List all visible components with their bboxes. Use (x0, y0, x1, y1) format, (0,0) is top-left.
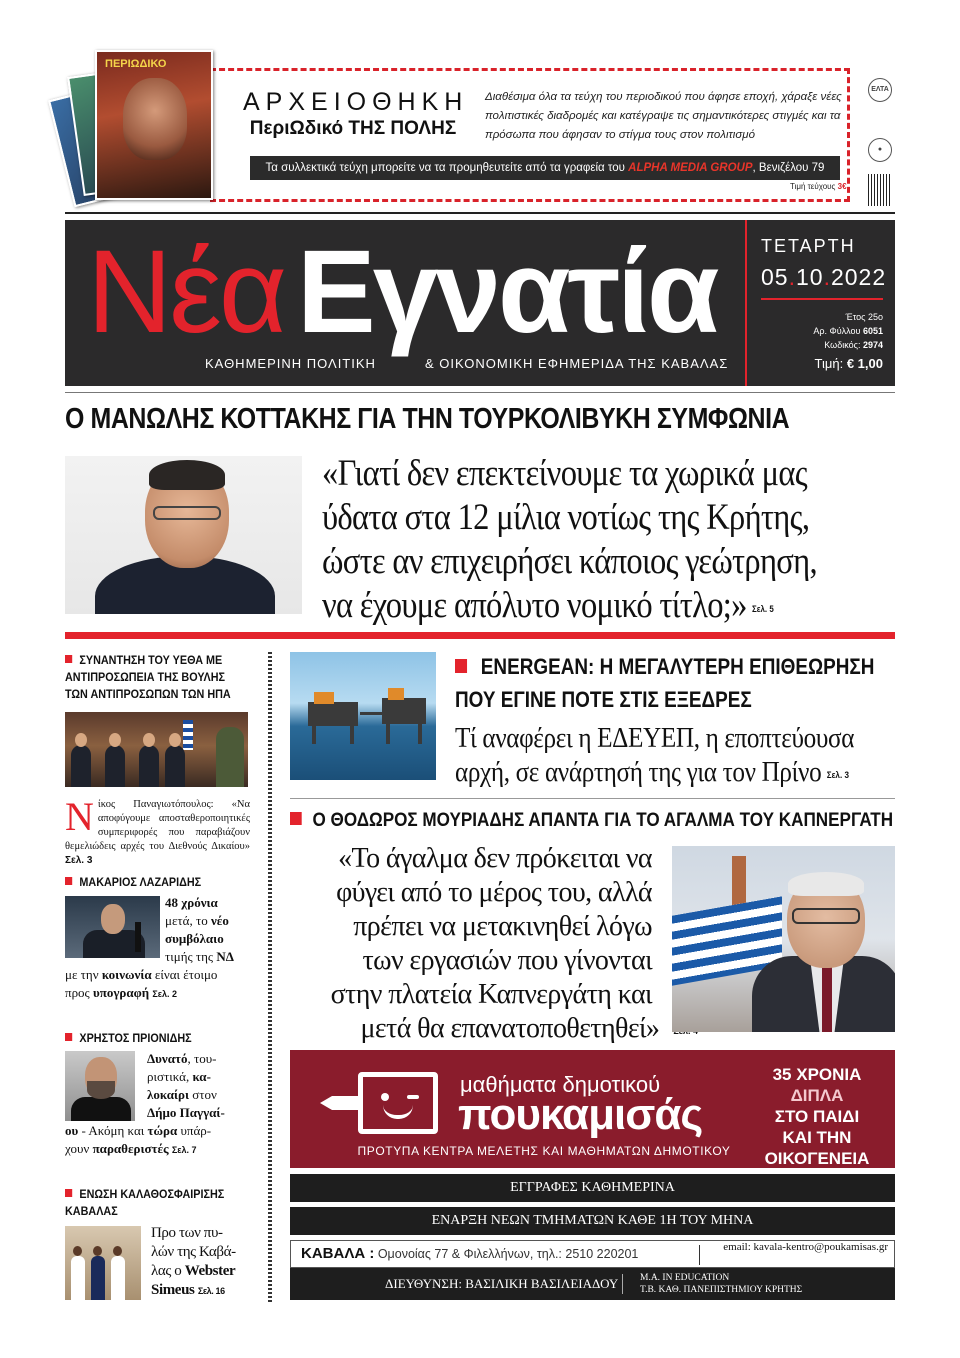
meeting-photo[interactable] (65, 712, 248, 787)
s4-text: λών της Καβά- (151, 1244, 236, 1260)
issue-number (813, 326, 883, 336)
issue-price-label: Τιμή: (814, 356, 844, 371)
smiley-wink (407, 1095, 419, 1099)
sidebar-story4-text[interactable] (151, 1224, 261, 1301)
mouriadis-quote-last: μετά θα επανατοποθετηθεί» (360, 1013, 660, 1044)
credential-line: Τ.Β. ΚΑΘ. ΠΑΝΕΠΙΣΤΗΜΙΟΥ ΚΡΗΤΗΣ (640, 1285, 803, 1295)
s4-text: Simeus (151, 1282, 195, 1298)
player-head (113, 1246, 122, 1256)
logo-nea[interactable]: Νέα (87, 226, 285, 358)
mouriadis-quote-line (290, 1012, 698, 1046)
player-head (73, 1246, 82, 1256)
ad-title: ΑΡΧΕΙΟΘΗΚΗ (243, 88, 469, 116)
lead-portrait-photo[interactable] (65, 456, 302, 614)
contact-email[interactable]: email: kavala-kentro@poukamisas.gr (723, 1241, 888, 1253)
s3-text: , του- (187, 1051, 217, 1066)
date-month: 10 (795, 264, 824, 290)
platform-deck (308, 702, 358, 726)
s2-text: τιμής της (165, 949, 214, 964)
issue-info-panel (745, 220, 895, 386)
meeting-person-head (75, 733, 87, 747)
sidebar-story3-kicker[interactable] (65, 1030, 245, 1047)
meeting-person (105, 745, 125, 787)
issue-price (815, 356, 883, 371)
red-square-icon (65, 877, 72, 885)
sidebar-story4-kicker-text: ΕΝΩΣΗ ΚΑΛΑΘΟΣΦΑΙΡΙΣΗΣ ΚΑΒΑΛΑΣ (65, 1187, 225, 1218)
player (71, 1256, 85, 1300)
lead-quote-last: να έχουμε απόλυτο νομικό τίτλο;» (322, 585, 747, 626)
contact-bar (290, 1240, 895, 1268)
mouriadis-quote-line: φύγει από το μέρος του, αλλά (336, 877, 652, 908)
date-year: 2022 (830, 264, 887, 290)
sidebar-story3-text-top[interactable] (147, 1050, 262, 1122)
logo-egnatia[interactable]: Εγνατία (297, 226, 717, 358)
sidebar-story3-kicker-text: ΧΡΗΣΤΟΣ ΠΡΙΟΝΙΔΗΣ (79, 1031, 192, 1045)
platform-leg (418, 724, 422, 744)
s3-text: ου (65, 1123, 79, 1138)
s3-text: στον (192, 1087, 217, 1102)
slogan-line: ΔΙΠΛΑ (790, 1086, 844, 1105)
issue-code-label: Κωδικός: (824, 340, 861, 350)
us-flag (183, 720, 193, 750)
sidebar-story1-kicker[interactable] (65, 652, 245, 703)
enrollment-bar[interactable]: ΕΓΓΡΑΦΕΣ ΚΑΘΗΜΕΡΙΝΑ (290, 1174, 895, 1202)
seal-icon: ● (868, 138, 892, 162)
player-head (93, 1246, 102, 1256)
s2-text: υπογραφή (92, 985, 150, 1000)
lead-quote-line: «Γιατί δεν επεκτείνουμε τα χωρικά μας (322, 453, 807, 494)
s2-text: είναι έτοιμο (154, 967, 218, 982)
sidebar-story2-page-ref: Σελ. 2 (152, 989, 178, 999)
magazine-cover-portrait (123, 78, 187, 160)
date-separator-2: . (823, 264, 831, 290)
column-separator (268, 652, 272, 1302)
date-separator-1: . (788, 264, 796, 290)
meeting-person-head (109, 733, 121, 747)
masthead (65, 220, 895, 386)
player (91, 1256, 105, 1300)
date-day: 05 (761, 264, 789, 290)
sidebar-story1-body: ίκος Παναγιωτόπουλος: «Να αποφύγουμε αποσταθεροποιητικές συμπεριφορές που παραβιάζουν θεμελιώδεις αρχές του Διεθνούς Δικαίου» (65, 799, 250, 852)
prionidis-beard (87, 1081, 115, 1099)
archive-advertisement[interactable] (95, 50, 895, 210)
mouriadis-quote[interactable] (290, 842, 660, 1046)
energean-headline-line2: ΠΟΥ ΕΓΙΝΕ ΠΟΤΕ ΣΤΙΣ ΕΞΕΔΡΕΣ (455, 687, 752, 712)
energean-subhead[interactable] (455, 722, 860, 790)
poukamisas-description: ΠΡΟΤΥΠΑ ΚΕΝΤΡΑ ΜΕΛΕΤΗΣ ΚΑΙ ΜΑΘΗΜΑΤΩΝ ΔΗΜΟΤΙΚΟΥ (357, 1144, 731, 1158)
issue-price-value: € 1,00 (846, 356, 883, 371)
mouriadis-quote-line: πρέπει να μετακινηθεί λόγω (353, 911, 652, 942)
issue-code (824, 340, 883, 350)
director-bar (290, 1268, 895, 1300)
energean-headline[interactable] (455, 650, 875, 716)
director-name: ΔΙΕΥΘΥΝΣΗ: ΒΑΣΙΛΙΚΗ ΒΑΣΙΛΕΙΑΔΟΥ (385, 1276, 619, 1291)
platform-leg (350, 726, 354, 744)
s3-text: υπάρ- (180, 1123, 212, 1138)
poukamisas-tagline: μαθήματα δημοτικού (460, 1072, 661, 1097)
slogan-text: ΣΤΟ ΠΑΙΔΙ (774, 1107, 860, 1126)
poukamisas-logo-icon (320, 1072, 440, 1144)
prionidis-photo[interactable] (65, 1051, 135, 1121)
lead-red-rule (65, 632, 895, 639)
sidebar-story3-text-bottom[interactable] (65, 1122, 260, 1159)
smiley-eye (381, 1093, 389, 1101)
red-square-icon (290, 812, 302, 825)
military-officer (216, 727, 244, 787)
credential-line: M.A. IN EDUCATION (640, 1273, 730, 1283)
platform-leg (312, 726, 316, 744)
meeting-person-head (169, 733, 181, 747)
masthead-tagline-2: & ΟΙΚΟΝΟΜΙΚΗ ΕΦΗΜΕΡΙΔΑ ΤΗΣ ΚΑΒΑΛΑΣ (425, 356, 729, 371)
prionidis-body (71, 1097, 131, 1121)
lazaridis-photo[interactable] (65, 896, 160, 958)
ad-subtitle: ΠεριΩδικό ΤΗΣ ΠΟΛΗΣ (249, 118, 457, 139)
mouriadis-quote-line: στην πλατεία Καπνεργάτη και (330, 979, 652, 1010)
magazine-covers (95, 50, 245, 200)
portrait-tie (822, 964, 832, 1032)
magazine-cover-title: ΠΕΡΙΩΔΙΚΟ (105, 58, 167, 70)
issue-code-value: 2974 (862, 340, 883, 350)
masthead-tagline-1: ΚΑΘΗΜΕΡΙΝΗ ΠΟΛΙΤΙΚΗ (205, 356, 376, 371)
s3-text: χουν (65, 1141, 90, 1156)
s3-text: τώρα (147, 1123, 178, 1138)
sidebar-story1-kicker-text: ΣΥΝΑΝΤΗΣΗ ΤΟΥ ΥΕΘΑ ΜΕ ΑΝΤΙΠΡΟΣΩΠΕΙΑ ΤΗΣ ΒΟΥΛΗΣ ΤΩΝ ΑΝΤΙΠΡΟΣΩΠΩΝ ΤΩΝ ΗΠΑ (65, 653, 231, 701)
offshore-platform-photo[interactable] (290, 652, 436, 780)
platform-module (388, 688, 404, 700)
section-divider (290, 798, 895, 799)
ad-side-marks (865, 78, 895, 208)
lead-page-ref[interactable]: Σελ. 5 (752, 603, 774, 614)
s3-text: ριστικά, (147, 1069, 190, 1084)
lead-quote-line: ώστε αν επιχειρήσει κάποιος γεώτρηση, (322, 541, 817, 582)
issue-weekday: ΤΕΤΑΡΤΗ (761, 236, 856, 256)
platform-bridge (360, 712, 382, 715)
issue-year: Έτος 25ο (845, 312, 883, 322)
poukamisas-advertisement[interactable] (290, 1050, 895, 1168)
s4-text: λας ο (151, 1263, 182, 1279)
sidebar-story2-text-top[interactable] (165, 894, 260, 966)
mouriadis-headline[interactable] (290, 810, 894, 832)
sidebar-story2-text-bottom[interactable] (65, 966, 255, 1003)
slogan-line: 35 ΧΡΟΝΙΑ (772, 1065, 862, 1084)
slogan-line: ΟΙΚΟΓΕΝΕΙΑ (764, 1149, 870, 1168)
poukamisas-slogan (752, 1064, 882, 1168)
meeting-person (165, 745, 185, 787)
sidebar-story2-kicker-text: ΜΑΚΑΡΙΟΣ ΛΑΖΑΡΙΔΗΣ (79, 875, 202, 889)
basketball-photo[interactable] (65, 1226, 141, 1300)
issue-number-label: Αρ. Φύλλου (813, 326, 861, 336)
issue-date (761, 264, 886, 291)
mouriadis-headline-text: Ο ΘΟΔΩΡΟΣ ΜΟΥΡΙΑΔΗΣ ΑΠΑΝΤΑ ΓΙΑ ΤΟ ΑΓΑΛΜΑ ΤΟΥ ΚΑΠΝΕΡΓΑΤΗ (312, 810, 894, 831)
s2-text: μετά, το (165, 913, 208, 928)
s2-text: με την (65, 967, 99, 982)
energean-headline-line1: ENERGEAN: Η ΜΕΓΑΛΥΤΕΡΗ ΕΠΙΘΕΩΡΗΣΗ (480, 654, 875, 679)
s2-text: νέο (210, 913, 229, 928)
s2-text: προς (65, 985, 90, 1000)
smiley-board-icon (358, 1072, 438, 1134)
s2-text: κοινωνία (101, 967, 152, 982)
lead-quote-line (322, 584, 832, 628)
platform-leg (386, 724, 390, 744)
red-square-icon (65, 655, 72, 663)
barcode-icon (868, 174, 892, 206)
energean-subhead-line1: Τί αναφέρει η ΕΔΕΥΕΠ, η εποπτεύουσα (455, 723, 855, 754)
s3-text: Δυνατό (147, 1051, 188, 1066)
s3-text: Δήμο Παγγαί- (147, 1105, 225, 1120)
ad-strip-text: Τα συλλεκτικά τεύχη μπορείτε να τα προμηθευτείτε από τα γραφεία του (265, 162, 625, 174)
s3-text: παραθεριστές (92, 1141, 169, 1156)
smiley-mouth (383, 1105, 413, 1119)
s3-text: λοκαίρι (147, 1087, 190, 1102)
meeting-person-head (143, 733, 155, 747)
sidebar-story3-page-ref: Σελ. 7 (171, 1145, 197, 1155)
slogan-line: ΚΑΙ ΤΗΝ (782, 1128, 852, 1147)
slogan-line (752, 1106, 882, 1127)
contact-address[interactable]: Ομονοίας 77 & Φιλελλήνων, τηλ.: 2510 220201 (377, 1247, 639, 1261)
platform-deck (382, 698, 426, 724)
portrait-glasses (153, 506, 221, 520)
director-separator (622, 1274, 623, 1294)
mouriadis-quote-line: των εργασιών που γίνονται (362, 945, 652, 976)
energean-subhead-line2: αρχή, σε ανάρτησή της για τον Πρίνο (455, 757, 822, 788)
s3-text: κα- (192, 1069, 211, 1084)
s2-text: συμβόλαιο (165, 931, 224, 946)
dropcap: Ν (65, 794, 94, 839)
lazaridis-head (101, 904, 125, 934)
pencil-icon (320, 1096, 360, 1110)
sidebar-story1-text[interactable] (65, 794, 250, 868)
sidebar-story4-kicker[interactable] (65, 1186, 245, 1220)
sidebar-story1-page-ref: Σελ. 3 (65, 855, 93, 866)
lead-quote[interactable] (322, 452, 832, 628)
meeting-person (71, 745, 91, 787)
red-square-icon (65, 1189, 72, 1197)
contact-city: ΚΑΒΑΛΑ : (301, 1245, 375, 1262)
ad-purchase-strip (250, 156, 840, 180)
contact-separator (699, 1245, 700, 1265)
ad-price-value: 3€ (837, 182, 847, 191)
issue-info-rule (761, 298, 883, 300)
s4-text: Webster (184, 1263, 236, 1279)
sidebar-story4-page-ref: Σελ. 16 (197, 1286, 225, 1296)
ad-issue-price (790, 182, 847, 191)
issue-number-value: 6051 (862, 326, 883, 336)
s2-text: 48 χρόνια (165, 895, 218, 910)
meeting-person (139, 745, 159, 787)
s3-text: - Ακόμη και (81, 1123, 145, 1138)
director-credentials (640, 1272, 802, 1296)
platform-module (314, 692, 334, 704)
red-square-icon (65, 1033, 72, 1041)
red-square-icon (455, 659, 467, 673)
elta-postage-icon: ΕΛΤΑ (868, 78, 892, 102)
s4-text: Προ των πυ- (151, 1225, 223, 1241)
ad-strip-address: , Βενιζέλου 79 (752, 162, 825, 174)
s2-text: ΝΔ (216, 949, 234, 964)
portrait-glasses (792, 908, 860, 924)
ad-description: Διαθέσιμα όλα τα τεύχη του περιοδικού που άφησε εποχή, χάραξε νέες πολιτιστικές διαδρομές και κατέγραψε τις σημαντικότερες στιγμές και τα πρόσωπα που άφησαν το στίγμα τους στον πολιτισμό (485, 91, 842, 141)
player (111, 1256, 125, 1300)
ad-strip-company: ALPHA MEDIA GROUP (628, 162, 753, 174)
poukamisas-brand: πουκαμισάς (458, 1090, 703, 1139)
mouriadis-portrait-photo[interactable] (672, 846, 895, 1032)
portrait-hair (788, 872, 864, 896)
new-classes-bar[interactable]: ΕΝΑΡΞΗ ΝΕΩΝ ΤΜΗΜΑΤΩΝ ΚΑΘΕ 1Η ΤΟΥ ΜΗΝΑ (290, 1207, 895, 1235)
lead-quote-line: ύδατα στα 12 μίλια νοτίως της Κρήτης, (322, 497, 810, 538)
magazine-cover-front (95, 50, 213, 200)
top-divider (65, 212, 895, 214)
microphone-icon (135, 922, 141, 952)
portrait-hair (149, 460, 225, 490)
mouriadis-quote-line: «Το άγαλμα δεν πρόκειται να (338, 843, 652, 874)
sidebar-story2-kicker[interactable] (65, 874, 245, 891)
energean-page-ref: Σελ. 3 (826, 769, 849, 780)
lead-headline[interactable]: Ο ΜΑΝΩΛΗΣ ΚΟΤΤΑΚΗΣ ΓΙΑ ΤΗΝ ΤΟΥΡΚΟΛΙΒΥΚΗ ΣΥΜΦΩΝΙΑ (65, 403, 790, 435)
masthead-divider (65, 392, 895, 393)
ad-price-label: Τιμή τεύχους (790, 182, 836, 191)
